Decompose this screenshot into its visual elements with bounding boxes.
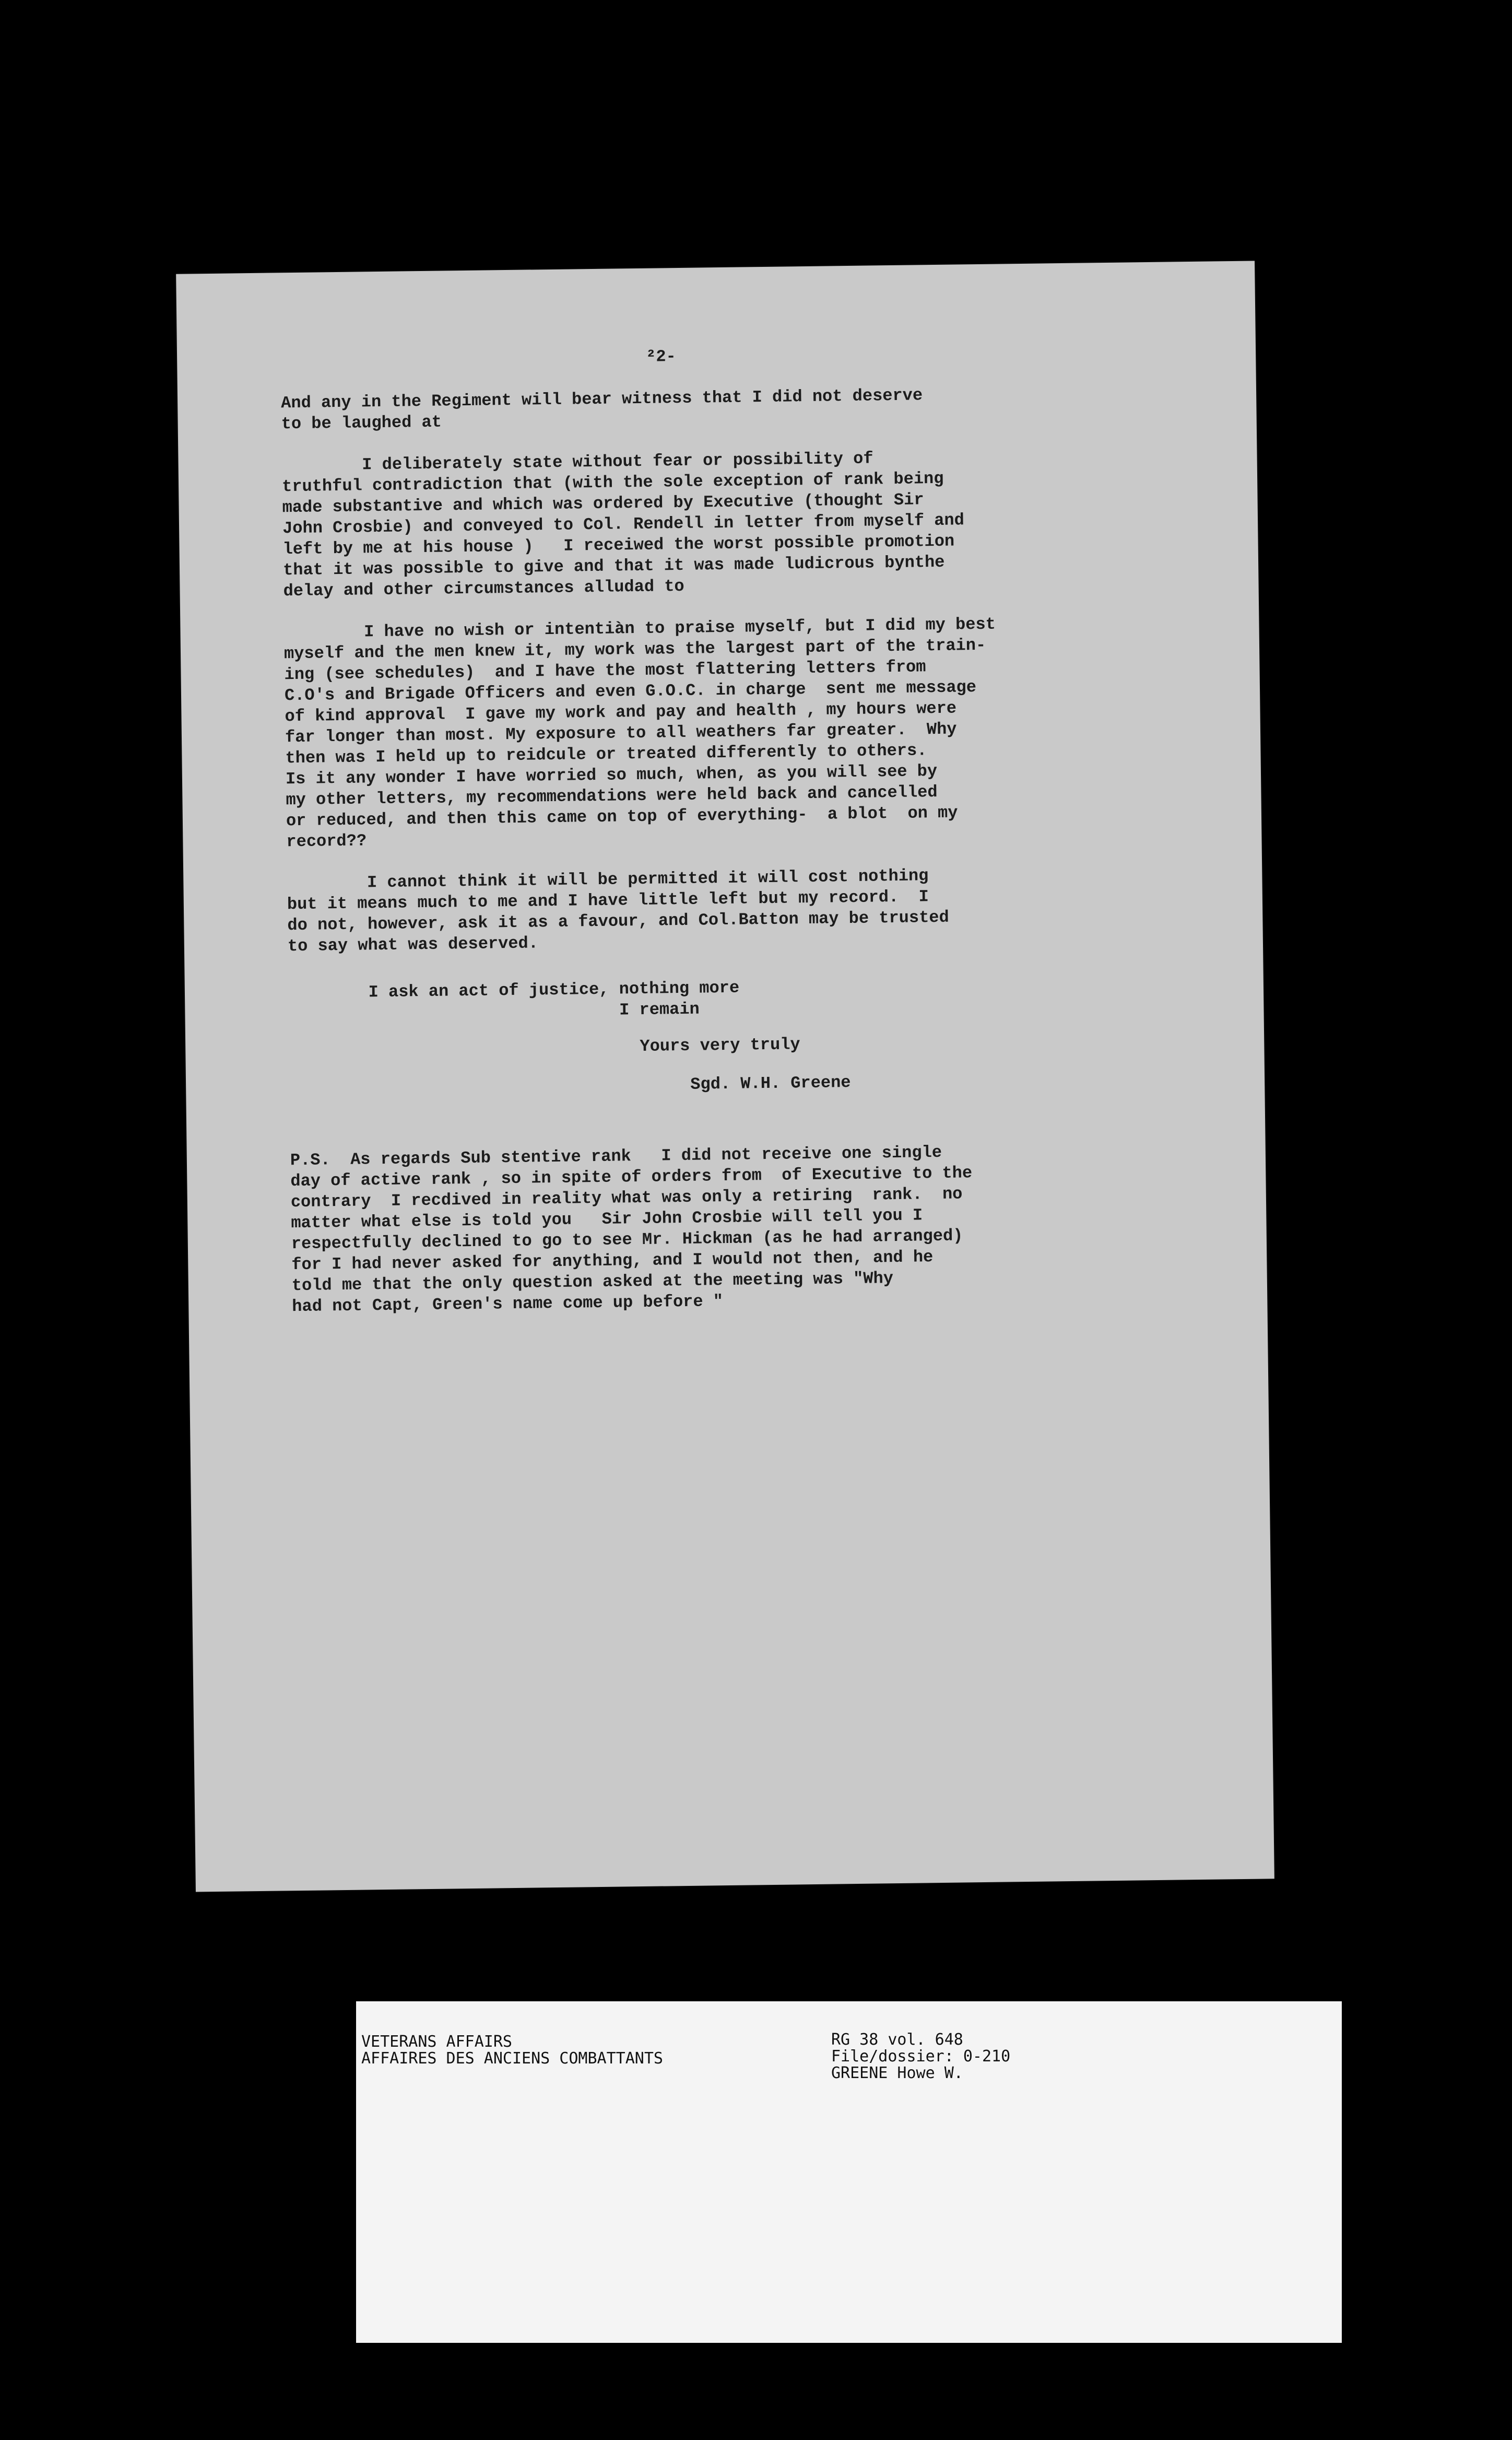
letter-closing-yours: Yours very truly <box>289 1035 800 1061</box>
typed-letter-page <box>176 261 1274 1892</box>
archive-department: VETERANS AFFAIRS AFFAIRES DES ANCIENS COMBATTANTS <box>361 2033 663 2068</box>
letter-closing-remain: I ask an act of justice, nothing more I remain <box>288 978 740 1024</box>
letter-body <box>280 341 1168 1317</box>
archive-reference: RG 38 vol. 648 File/dossier: 0-210 GREENE Howe W. <box>831 2031 1011 2082</box>
letter-paragraph-request: I cannot think it will be permitted it will cost nothing but it means much to me and I have little left but my record. I do not, however, ask it as a favour, and Col.Batton may be trusted to say what was deserved. <box>287 866 949 956</box>
archive-label-card <box>356 2001 1342 2343</box>
letter-postscript: P.S. As regards Sub stentive rank I did not receive one single day of active rank , so in spite of orders from of Executive to the contrary I recdived in reality what was only a retiring rank. no matter what else is told you Sir John Crosbie will tell you I respectfully declined to go to see Mr. Hickman (as he had arranged) for I had never asked for anything, and I would not then, and he told me that the only question asked at the meeting was "Why had not Capt, Green's name come up before " <box>290 1142 973 1317</box>
letter-signature: Sgd. W.H. Greene <box>289 1073 851 1099</box>
letter-paragraph-promotion: I deliberately state without fear or possibility of truthful contradiction that (with the sole exception of rank being made substantive and which was ordered by Executive (thought Sir John Crosbie) and conveyed to Col. Rendell in letter from myself and left by me at his house ) I receiwed the worst possible promotion that it was possible to give and that it was made ludicrous bynthe delay and other circumstances alludad to <box>281 449 965 601</box>
letter-paragraph-service: I have no wish or intentiàn to praise myself, but I did my best myself and the men knew it, my work was the largest part of the train- ing (see schedules) and I have the most flattering letters from C.O's and Brigade Officers and even G.O.C. in charge sent me message of kind approval I gave my work and pay and health , my hours were far longer than most. My exposure to all weathers far greater. Why then was I held up to reidcule or treated differently to others. Is it any wonder I have worried so much, when, as you will see by my other letters, my recommendations were held back and cancelled or reduced, and then this came on top of everything- a blot on my record?? <box>284 614 996 852</box>
letter-paragraph-opening: And any in the Regiment will bear witness that I did not deserve to be laughed at <box>280 385 923 434</box>
page-number: ²2- <box>645 347 676 367</box>
